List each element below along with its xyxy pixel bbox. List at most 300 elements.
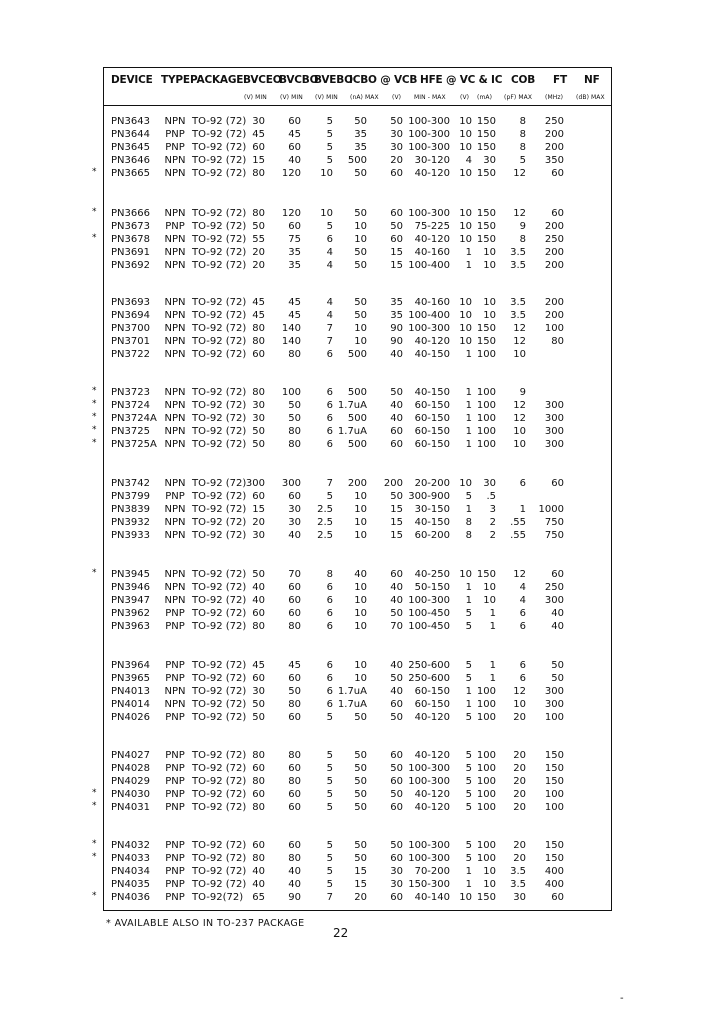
cell-type: NPN — [164, 412, 186, 424]
cell-package: TO-92 (72) — [192, 399, 247, 411]
cell-vc: 4 — [465, 154, 472, 166]
cell-vc: 10 — [459, 322, 472, 334]
cell-bvebo: 6 — [326, 698, 333, 710]
cell-package: TO-92 (72) — [192, 438, 247, 450]
header-bvcbo: BVCBO — [279, 74, 319, 86]
cell-vcb: 50 — [390, 490, 403, 502]
cell-hfe: 75-225 — [414, 220, 450, 232]
cell-vcb: 50 — [390, 607, 403, 619]
cell-hfe: 20-200 — [414, 478, 450, 489]
cell-ic: 100 — [476, 412, 496, 424]
cell-ic: 10 — [483, 246, 496, 258]
cell-bvceo: 60 — [252, 788, 265, 800]
cell-device: PN4034 — [111, 865, 150, 877]
cell-vc: 1 — [465, 865, 472, 877]
cell-ic: 10 — [483, 259, 496, 271]
cell-cob: 10 — [513, 438, 526, 450]
cell-package: TO-92 (72) — [192, 322, 247, 334]
cell-package: TO-92 (72) — [192, 233, 247, 245]
cell-bvebo: 6 — [326, 685, 333, 697]
cell-ic: 2 — [489, 529, 496, 541]
cell-icbo: 10 — [354, 335, 367, 347]
cell-package: TO-92 (72) — [192, 259, 247, 271]
cell-ic: 150 — [476, 335, 496, 347]
cell-bvebo: 10 — [320, 208, 333, 219]
cell-icbo: 50 — [354, 167, 367, 179]
cell-vcb: 90 — [390, 322, 403, 334]
cell-icbo: 500 — [347, 154, 367, 166]
cell-ft: 750 — [544, 529, 564, 541]
cell-type: PNP — [165, 490, 185, 502]
cell-icbo: 15 — [354, 865, 367, 877]
cell-bvceo: 60 — [252, 762, 265, 774]
cell-cob: 6 — [519, 620, 526, 632]
cell-ic: 10 — [483, 865, 496, 877]
row-marker: * — [92, 890, 97, 901]
cell-vc: 5 — [465, 490, 472, 502]
cell-icbo: 50 — [354, 116, 367, 127]
cell-cob: 6 — [519, 478, 526, 489]
cell-ft: 50 — [551, 672, 564, 684]
cell-vc: 1 — [465, 259, 472, 271]
cell-bvceo: 60 — [252, 607, 265, 619]
cell-type: PNP — [165, 672, 185, 684]
cell-device: PN4035 — [111, 878, 150, 890]
cell-cob: 6 — [519, 660, 526, 671]
cell-hfe: 100-400 — [408, 259, 450, 271]
cell-device: PN3742 — [111, 478, 150, 489]
cell-ic: 100 — [476, 387, 496, 398]
cell-vcb: 15 — [390, 529, 403, 541]
cell-ic: 100 — [476, 840, 496, 851]
cell-hfe: 100-300 — [408, 208, 450, 219]
cell-type: NPN — [164, 438, 186, 450]
cell-type: NPN — [164, 297, 186, 308]
cell-vc: 8 — [465, 516, 472, 528]
cell-bvcbo: 60 — [288, 594, 301, 606]
cell-vcb: 15 — [390, 516, 403, 528]
cell-bvebo: 6 — [326, 620, 333, 632]
cell-type: PNP — [165, 220, 185, 232]
cell-hfe: 40-150 — [414, 516, 450, 528]
cell-hfe: 100-300 — [408, 128, 450, 140]
cell-icbo: 10 — [354, 516, 367, 528]
cell-hfe: 300-900 — [408, 490, 450, 502]
cell-type: PNP — [165, 141, 185, 153]
row-marker: * — [92, 437, 97, 448]
cell-vcb: 40 — [390, 399, 403, 411]
cell-bvcbo: 80 — [288, 852, 301, 864]
cell-hfe: 40-160 — [414, 297, 450, 308]
cell-icbo: 50 — [354, 750, 367, 761]
cell-bvcbo: 45 — [288, 297, 301, 308]
cell-bvebo: 6 — [326, 594, 333, 606]
cell-bvceo: 15 — [252, 503, 265, 515]
cell-bvcbo: 35 — [288, 246, 301, 258]
cell-ic: 30 — [483, 478, 496, 489]
cell-ft: 200 — [544, 141, 564, 153]
cell-bvcbo: 120 — [281, 167, 301, 179]
cell-type: PNP — [165, 801, 185, 813]
cell-device: PN4013 — [111, 685, 150, 697]
cell-cob: 20 — [513, 840, 526, 851]
subheader-nf: (dB) MAX — [576, 94, 605, 101]
cell-bvcbo: 140 — [281, 322, 301, 334]
cell-device: PN3693 — [111, 297, 150, 308]
cell-package: TO-92 (72) — [192, 620, 247, 632]
cell-bvceo: 60 — [252, 141, 265, 153]
cell-bvceo: 30 — [252, 529, 265, 541]
cell-bvceo: 60 — [252, 348, 265, 360]
cell-hfe: 100-300 — [408, 852, 450, 864]
cell-vcb: 60 — [390, 775, 403, 787]
cell-ft: 60 — [551, 208, 564, 219]
cell-vc: 1 — [465, 246, 472, 258]
cell-ft: 250 — [544, 233, 564, 245]
cell-ft: 150 — [544, 762, 564, 774]
cell-cob: 8 — [519, 233, 526, 245]
cell-package: TO-92 (72) — [192, 335, 247, 347]
cell-package: TO-92 (72) — [192, 412, 247, 424]
cell-device: PN4032 — [111, 840, 150, 851]
cell-bvceo: 55 — [252, 233, 265, 245]
cell-vcb: 60 — [390, 208, 403, 219]
cell-bvceo: 30 — [252, 116, 265, 127]
cell-vcb: 50 — [390, 387, 403, 398]
cell-bvebo: 5 — [326, 141, 333, 153]
cell-ft: 1000 — [538, 503, 564, 515]
cell-bvcbo: 60 — [288, 116, 301, 127]
cell-device: PN3691 — [111, 246, 150, 258]
cell-bvcbo: 80 — [288, 620, 301, 632]
cell-bvceo: 50 — [252, 569, 265, 580]
cell-package: TO-92 (72) — [192, 387, 247, 398]
cell-bvebo: 4 — [326, 259, 333, 271]
cell-package: TO-92 (72) — [192, 246, 247, 258]
cell-bvceo: 45 — [252, 297, 265, 308]
cell-package: TO-92 (72) — [192, 878, 247, 890]
cell-device: PN3692 — [111, 259, 150, 271]
cell-bvceo: 50 — [252, 711, 265, 723]
cell-icbo: 10 — [354, 660, 367, 671]
cell-vc: 1 — [465, 698, 472, 710]
cell-bvcbo: 45 — [288, 309, 301, 321]
cell-bvceo: 20 — [252, 259, 265, 271]
cell-type: PNP — [165, 128, 185, 140]
cell-device: PN3644 — [111, 128, 150, 140]
cell-bvebo: 7 — [326, 478, 333, 489]
cell-type: PNP — [165, 620, 185, 632]
cell-vcb: 30 — [390, 865, 403, 877]
cell-ic: 100 — [476, 788, 496, 800]
cell-hfe: 60-150 — [414, 412, 450, 424]
cell-type: NPN — [164, 581, 186, 593]
cell-hfe: 60-150 — [414, 438, 450, 450]
cell-device: PN3946 — [111, 581, 150, 593]
header-bvceo: BVCEO — [243, 74, 282, 86]
cell-cob: 3.5 — [510, 878, 526, 890]
cell-bvebo: 5 — [326, 878, 333, 890]
cell-bvebo: 6 — [326, 672, 333, 684]
cell-vcb: 60 — [390, 167, 403, 179]
cell-package: TO-92 (72) — [192, 116, 247, 127]
cell-bvcbo: 50 — [288, 685, 301, 697]
cell-bvcbo: 90 — [288, 891, 301, 903]
cell-type: NPN — [164, 516, 186, 528]
cell-ic: 150 — [476, 220, 496, 232]
cell-icbo: 10 — [354, 503, 367, 515]
cell-ft: 80 — [551, 335, 564, 347]
cell-hfe: 60-150 — [414, 685, 450, 697]
cell-package: TO-92 (72) — [192, 672, 247, 684]
cell-hfe: 40-150 — [414, 348, 450, 360]
cell-bvceo: 60 — [252, 490, 265, 502]
cell-ic: 150 — [476, 116, 496, 127]
cell-vcb: 60 — [390, 569, 403, 580]
cell-package: TO-92 (72) — [192, 750, 247, 761]
cell-vc: 10 — [459, 335, 472, 347]
cell-vcb: 200 — [383, 478, 403, 489]
cell-vc: 5 — [465, 750, 472, 761]
cell-type: PNP — [165, 891, 185, 903]
cell-ft: 50 — [551, 660, 564, 671]
cell-bvcbo: 60 — [288, 607, 301, 619]
cell-hfe: 30-120 — [414, 154, 450, 166]
cell-bvebo: 5 — [326, 788, 333, 800]
cell-device: PN3933 — [111, 529, 150, 541]
cell-icbo: 10 — [354, 581, 367, 593]
cell-icbo: 500 — [347, 412, 367, 424]
subheader-cob: (pF) MAX — [504, 94, 533, 101]
cell-vc: 1 — [465, 438, 472, 450]
cell-bvceo: 20 — [252, 516, 265, 528]
cell-bvebo: 4 — [326, 309, 333, 321]
cell-bvcbo: 80 — [288, 438, 301, 450]
cell-cob: 12 — [513, 322, 526, 334]
cell-package: TO-92 (72) — [192, 154, 247, 166]
cell-ft: 200 — [544, 220, 564, 232]
cell-cob: .55 — [510, 529, 526, 541]
cell-cob: 3.5 — [510, 259, 526, 271]
footnote: * AVAILABLE ALSO IN TO-237 PACKAGE — [106, 918, 305, 929]
cell-ft: 100 — [544, 322, 564, 334]
cell-cob: 20 — [513, 750, 526, 761]
cell-bvebo: 7 — [326, 335, 333, 347]
cell-bvebo: 6 — [326, 425, 333, 437]
cell-cob: 9 — [519, 220, 526, 232]
cell-bvceo: 40 — [252, 865, 265, 877]
cell-type: PNP — [165, 711, 185, 723]
cell-bvcbo: 100 — [281, 387, 301, 398]
cell-cob: 20 — [513, 801, 526, 813]
cell-bvebo: 7 — [326, 322, 333, 334]
cell-device: PN4029 — [111, 775, 150, 787]
cell-cob: 12 — [513, 569, 526, 580]
cell-type: NPN — [164, 208, 186, 219]
page-number: 22 — [333, 926, 349, 940]
cell-cob: 3.5 — [510, 297, 526, 308]
cell-ic: 150 — [476, 891, 496, 903]
cell-package: TO-92 (72) — [192, 128, 247, 140]
cell-ic: 100 — [476, 698, 496, 710]
cell-package: TO-92 (72) — [192, 490, 247, 502]
cell-bvebo: 7 — [326, 891, 333, 903]
cell-ic: 100 — [476, 750, 496, 761]
cell-cob: 20 — [513, 788, 526, 800]
cell-cob: 20 — [513, 775, 526, 787]
cell-type: NPN — [164, 698, 186, 710]
cell-bvebo: 5 — [326, 490, 333, 502]
cell-vcb: 50 — [390, 672, 403, 684]
cell-hfe: 60-150 — [414, 698, 450, 710]
cell-device: PN3725 — [111, 425, 150, 437]
cell-ft: 400 — [544, 865, 564, 877]
cell-device: PN3724A — [111, 412, 157, 424]
cell-hfe: 40-120 — [414, 750, 450, 761]
cell-package: TO-92 (72) — [192, 581, 247, 593]
cell-ic: 10 — [483, 297, 496, 308]
cell-ic: 1 — [489, 660, 496, 671]
cell-bvcbo: 60 — [288, 220, 301, 232]
cell-vcb: 40 — [390, 412, 403, 424]
cell-vc: 5 — [465, 788, 472, 800]
cell-icbo: 35 — [354, 128, 367, 140]
cell-type: NPN — [164, 569, 186, 580]
cell-bvceo: 50 — [252, 698, 265, 710]
cell-hfe: 40-120 — [414, 788, 450, 800]
cell-ic: 100 — [476, 425, 496, 437]
cell-bvebo: 5 — [326, 801, 333, 813]
cell-package: TO-92 (72) — [192, 516, 247, 528]
cell-ic: 100 — [476, 762, 496, 774]
cell-ic: .5 — [486, 490, 496, 502]
cell-device: PN3666 — [111, 208, 150, 219]
cell-icbo: 10 — [354, 672, 367, 684]
cell-ft: 300 — [544, 412, 564, 424]
cell-vcb: 60 — [390, 425, 403, 437]
cell-icbo: 10 — [354, 233, 367, 245]
cell-bvebo: 5 — [326, 154, 333, 166]
cell-hfe: 40-120 — [414, 801, 450, 813]
cell-ic: 100 — [476, 399, 496, 411]
cell-device: PN4026 — [111, 711, 150, 723]
cell-package: TO-92 (72) — [192, 503, 247, 515]
cell-device: PN3945 — [111, 569, 150, 580]
cell-icbo: 50 — [354, 775, 367, 787]
cell-cob: 5 — [519, 154, 526, 166]
cell-icbo: 50 — [354, 246, 367, 258]
cell-package: TO-92 (72) — [192, 660, 247, 671]
cell-package: TO-92 (72) — [192, 141, 247, 153]
cell-icbo: 10 — [354, 594, 367, 606]
cell-bvceo: 45 — [252, 660, 265, 671]
cell-bvcbo: 45 — [288, 128, 301, 140]
cell-hfe: 40-250 — [414, 569, 450, 580]
cell-ic: 100 — [476, 438, 496, 450]
cell-ft: 300 — [544, 399, 564, 411]
header-hfe-vc-ic: HFE @ VC & IC — [420, 74, 503, 86]
cell-vc: 10 — [459, 208, 472, 219]
cell-cob: 12 — [513, 685, 526, 697]
cell-icbo: 10 — [354, 529, 367, 541]
cell-bvceo: 80 — [252, 620, 265, 632]
cell-bvebo: 2.5 — [317, 529, 333, 541]
cell-hfe: 40-120 — [414, 711, 450, 723]
row-marker: * — [92, 851, 97, 862]
cell-vc: 5 — [465, 852, 472, 864]
cell-device: PN3701 — [111, 335, 150, 347]
cell-cob: 9 — [519, 387, 526, 398]
cell-bvcbo: 70 — [288, 569, 301, 580]
cell-package: TO-92 (72) — [192, 801, 247, 813]
cell-vcb: 50 — [390, 840, 403, 851]
cell-type: PNP — [165, 775, 185, 787]
cell-vc: 1 — [465, 425, 472, 437]
cell-ft: 200 — [544, 309, 564, 321]
cell-bvceo: 45 — [252, 309, 265, 321]
cell-device: PN4030 — [111, 788, 150, 800]
cell-type: NPN — [164, 154, 186, 166]
cell-icbo: 50 — [354, 259, 367, 271]
row-marker: * — [92, 232, 97, 243]
cell-vc: 10 — [459, 309, 472, 321]
cell-vcb: 15 — [390, 246, 403, 258]
cell-vc: 10 — [459, 478, 472, 489]
subheader-bvcbo: (V) MIN — [280, 94, 303, 101]
cell-bvcbo: 80 — [288, 750, 301, 761]
cell-cob: 20 — [513, 762, 526, 774]
cell-bvebo: 6 — [326, 438, 333, 450]
row-marker: * — [92, 800, 97, 811]
cell-type: PNP — [165, 762, 185, 774]
cell-vc: 10 — [459, 167, 472, 179]
cell-vcb: 60 — [390, 801, 403, 813]
cell-ft: 400 — [544, 878, 564, 890]
cell-type: NPN — [164, 348, 186, 360]
subheader-icbo: (nA) MAX — [350, 94, 379, 101]
cell-ft: 100 — [544, 788, 564, 800]
cell-device: PN3694 — [111, 309, 150, 321]
cell-vcb: 40 — [390, 660, 403, 671]
cell-vc: 5 — [465, 711, 472, 723]
cell-icbo: 500 — [347, 387, 367, 398]
cell-vc: 10 — [459, 116, 472, 127]
cell-bvebo: 4 — [326, 297, 333, 308]
cell-bvceo: 40 — [252, 594, 265, 606]
cell-cob: 6 — [519, 672, 526, 684]
cell-ic: 10 — [483, 581, 496, 593]
cell-cob: 3.5 — [510, 309, 526, 321]
cell-package: TO-92 (72) — [192, 348, 247, 360]
header-cob: COB — [511, 74, 536, 86]
cell-package: TO-92 (72) — [192, 208, 247, 219]
cell-bvcbo: 60 — [288, 840, 301, 851]
cell-bvceo: 15 — [252, 154, 265, 166]
cell-ft: 300 — [544, 594, 564, 606]
cell-cob: 4 — [519, 594, 526, 606]
cell-bvceo: 50 — [252, 438, 265, 450]
cell-bvceo: 80 — [252, 775, 265, 787]
cell-vcb: 35 — [390, 309, 403, 321]
cell-device: PN3724 — [111, 399, 150, 411]
cell-bvceo: 80 — [252, 801, 265, 813]
cell-bvcbo: 45 — [288, 660, 301, 671]
cell-vcb: 60 — [390, 852, 403, 864]
cell-device: PN3839 — [111, 503, 150, 515]
cell-package: TO-92 (72) — [192, 865, 247, 877]
cell-vcb: 15 — [390, 503, 403, 515]
cell-cob: 10 — [513, 698, 526, 710]
